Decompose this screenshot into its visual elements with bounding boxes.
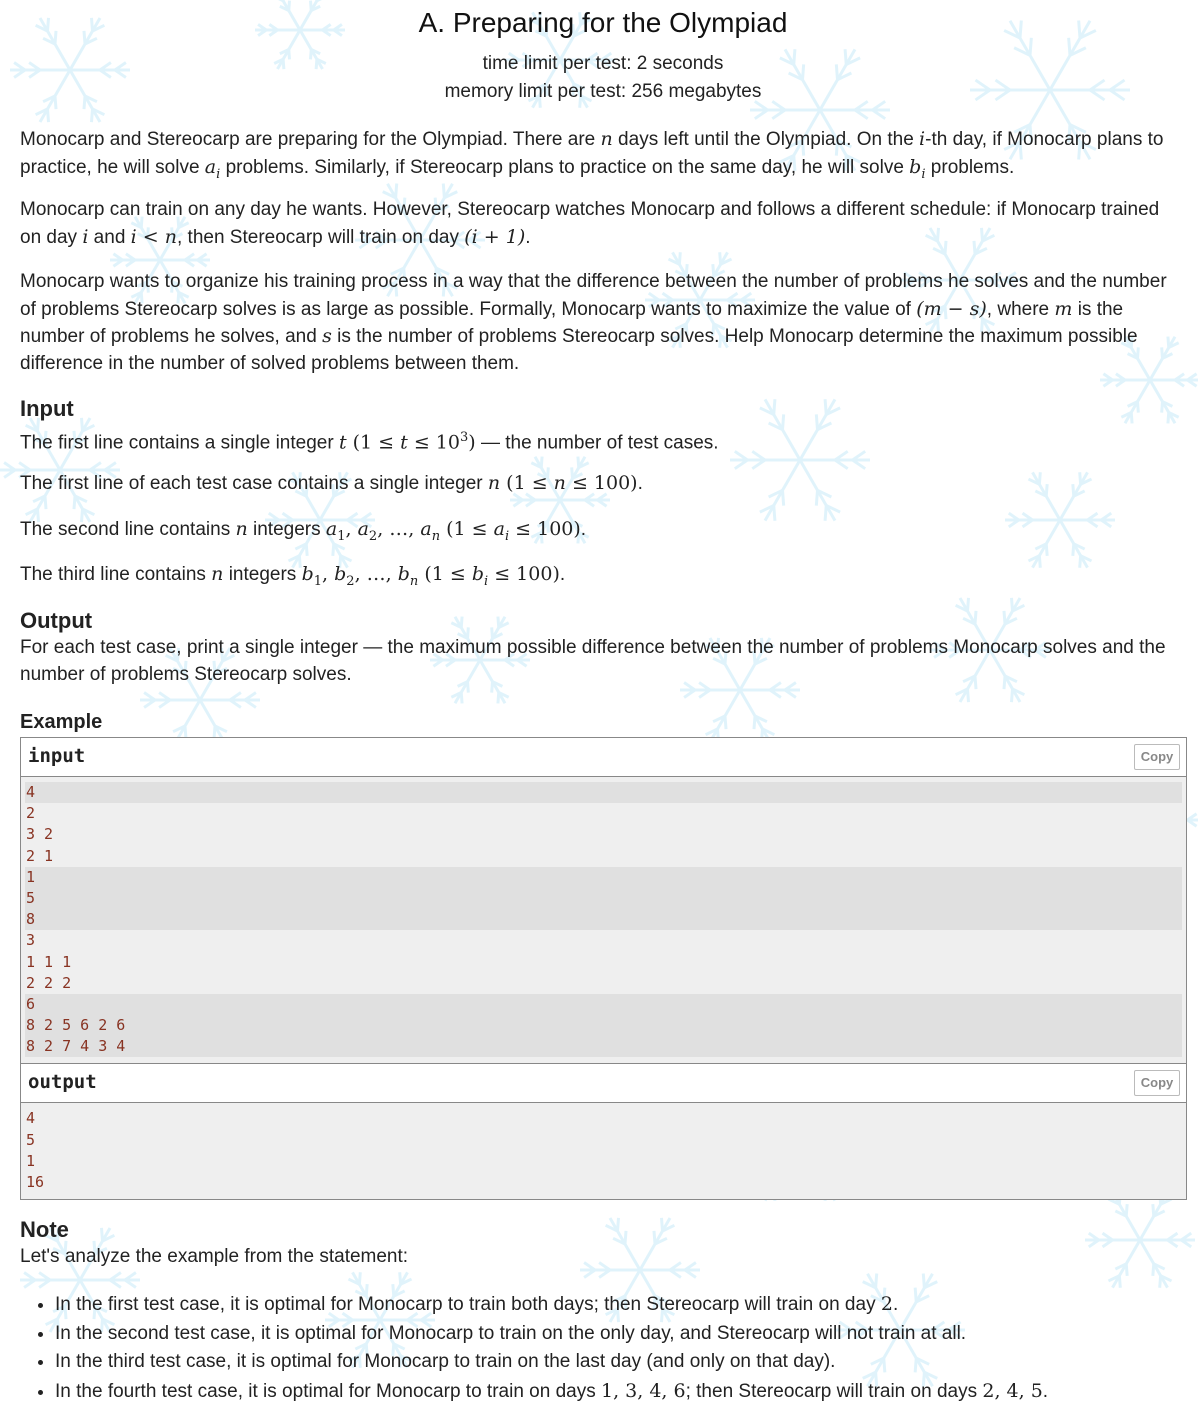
input-line-2: The first line of each test case contains a single integer n (1 ≤ n ≤ 100). — [20, 472, 643, 494]
input-heading: Input — [20, 396, 74, 421]
input-box-header — [21, 738, 1186, 777]
problem-title: A. Preparing for the Olympiad — [418, 7, 788, 38]
example-input-line: 4 — [25, 782, 1182, 803]
input-line-1: The first line contains a single integer t $(1 \le t \le 10^3)$ — the number of test cases. — [20, 430, 719, 454]
memory-limit: memory limit per test: 256 megabytes — [444, 81, 762, 102]
example-output-block — [21, 1103, 1186, 1199]
example-input-line: 1 1 1 — [26, 952, 72, 971]
note-item-2: • In the second test case, it is optimal for Monocarp to train on the only day, and Stereocarp will not train at all. — [55, 1320, 1195, 1349]
example-heading: Example — [20, 711, 103, 733]
example-input-line: 3 — [26, 931, 36, 950]
note-item-4: • In the fourth test case, it is optimal for Monocarp to train on days 1, 3, 4, 6; then Stereocarp will train on days 2, 4, 5. — [55, 1377, 1195, 1406]
example-input-line: 8 — [25, 909, 1182, 930]
example-box — [20, 737, 1187, 1200]
output-heading: Output — [20, 608, 93, 633]
example-input-line: 2 — [26, 804, 36, 823]
output-box-header — [21, 1063, 1186, 1103]
note-list — [0, 1290, 1195, 1406]
statement-paragraph-1: Monocarp and Stereocarp are preparing for the Olympiad. There are n days left until the Olympiad. On the i-th day, if Monocarp plans to practice, he will solve $a_i$ problems. Similarly, if Stereocarp plans to practice on the same day, he will solve $b_i$ problems. — [20, 128, 1164, 182]
example-input-line: 3 2 — [26, 825, 54, 844]
statement-paragraph-2: Monocarp can train on any day he wants. However, Stereocarp watches Monocarp and follows a different schedule: if Monocarp trained on day i and i < n, then Stereocarp will train on day (i + 1). — [20, 199, 1160, 248]
input-line-4: The third line contains n integers $b_1$, $b_2$, …, $b_n$ $(1 \le b_i \le 100)$. — [20, 563, 566, 589]
copy-output-button[interactable]: Copy — [1134, 1070, 1180, 1096]
time-limit: time limit per test: 2 seconds — [482, 53, 724, 74]
example-output-line: 1 — [26, 1151, 36, 1170]
note-item-1: • In the first test case, it is optimal for Monocarp to train both days; then Stereocarp will train on day 2. — [55, 1290, 1195, 1320]
note-item-3: • In the third test case, it is optimal for Monocarp to train on the last day (and only on that day). — [55, 1348, 1195, 1377]
example-output-line: 4 — [26, 1109, 36, 1128]
example-input-line: 2 1 — [26, 846, 54, 865]
example-input-line: 5 — [25, 888, 1182, 909]
note-heading: Note — [20, 1217, 69, 1242]
example-input-line: 1 — [25, 867, 1182, 888]
example-input-line: 8 2 5 6 2 6 — [25, 1015, 1182, 1036]
input-label: input — [28, 745, 86, 767]
note-intro: Let's analyze the example from the statement: — [20, 1246, 409, 1267]
statement-paragraph-3: Monocarp wants to organize his training process in a way that the difference between the number of problems he solves and the number of problems Stereocarp solves is as large as possible. Formally, Monocarp wants to maximize the value of (m − s), where m is the number of problems he solves, and s is the number of problems Stereocarp solves. Help Monocarp determine the maximum possible difference in the number of solved problems between them. — [20, 271, 1167, 374]
example-input-block — [21, 777, 1186, 1063]
input-line-3: The second line contains n integers $a_1$, $a_2$, …, $a_n$ $(1 \le a_i \le 100)$. — [20, 518, 587, 544]
copy-input-button[interactable]: Copy — [1134, 744, 1180, 770]
example-input-line: 2 2 2 — [26, 973, 72, 992]
example-output-line: 5 — [26, 1130, 36, 1149]
output-description: For each test case, print a single integer — the maximum possible difference between the number of problems Monocarp solves and the number of problems Stereocarp solves. — [20, 637, 1166, 685]
output-label: output — [28, 1071, 97, 1094]
example-input-line: 8 2 7 4 3 4 — [25, 1036, 1182, 1057]
example-input-line: 6 — [25, 994, 1182, 1015]
example-output-line: 16 — [26, 1173, 45, 1191]
